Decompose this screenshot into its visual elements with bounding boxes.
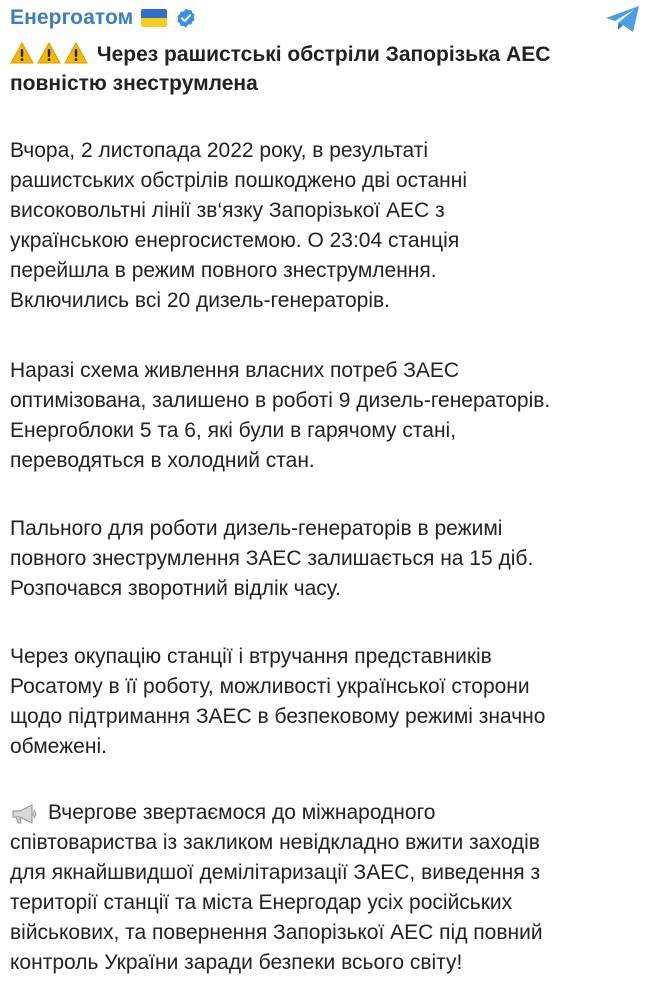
megaphone-icon [10, 802, 40, 826]
telegram-send-icon[interactable] [604, 4, 642, 34]
post-body [10, 40, 650, 974]
verified-badge-icon [175, 7, 197, 29]
paragraph-3: Пального для роботи дизель-генераторів в режимі повного знеструмлення ЗАЕС залишається на 15 діб. Розпочався зворотний відлік часу. [10, 517, 534, 600]
paragraph-5: Вчергове звертаємося до міжнародного співтовариства із закликом невідкладно вжити заходів для якнайшвидшої демілітаризації ЗАЕС, виведення з території станції та міста Енергодар усіх російських військових, та повернення Запорізької АЕС під повний контроль України заради безпеки всього світу! [10, 801, 543, 974]
warning-icon [64, 42, 88, 64]
ukraine-flag-icon [141, 9, 167, 27]
channel-name[interactable]: Енергоатом [10, 6, 134, 29]
warning-icon [37, 42, 61, 64]
warning-icon [10, 42, 34, 64]
paragraph-5-wrapper [10, 798, 543, 978]
paragraph-2: Наразі схема живлення власних потреб ЗАЕС оптимізована, залишено в роботі 9 дизель-генераторів. Енергоблоки 5 та 6, які були в гарячому стані, переводяться в холодний стан. [10, 359, 551, 472]
post-title-text: Через рашистські обстріли Запорізька АЕС повністю знеструмлена [10, 43, 551, 95]
post-title [10, 40, 650, 98]
channel-header [10, 0, 660, 36]
paragraph-4: Через окупацію станції і втручання представників Росатому в її роботу, можливості української сторони щодо підтримання ЗАЕС в безпековому режимі значно обмежені. [10, 645, 546, 758]
paragraph-1: Вчора, 2 листопада 2022 року, в результаті рашистських обстрілів пошкоджено дві останні високовольтні лінії зв‘язку Запорізької АЕС з українською енергосистемою. О 23:04 станція перейшла в режим повного знеструмлення. Включились всі 20 дизель-генераторів. [10, 139, 467, 312]
